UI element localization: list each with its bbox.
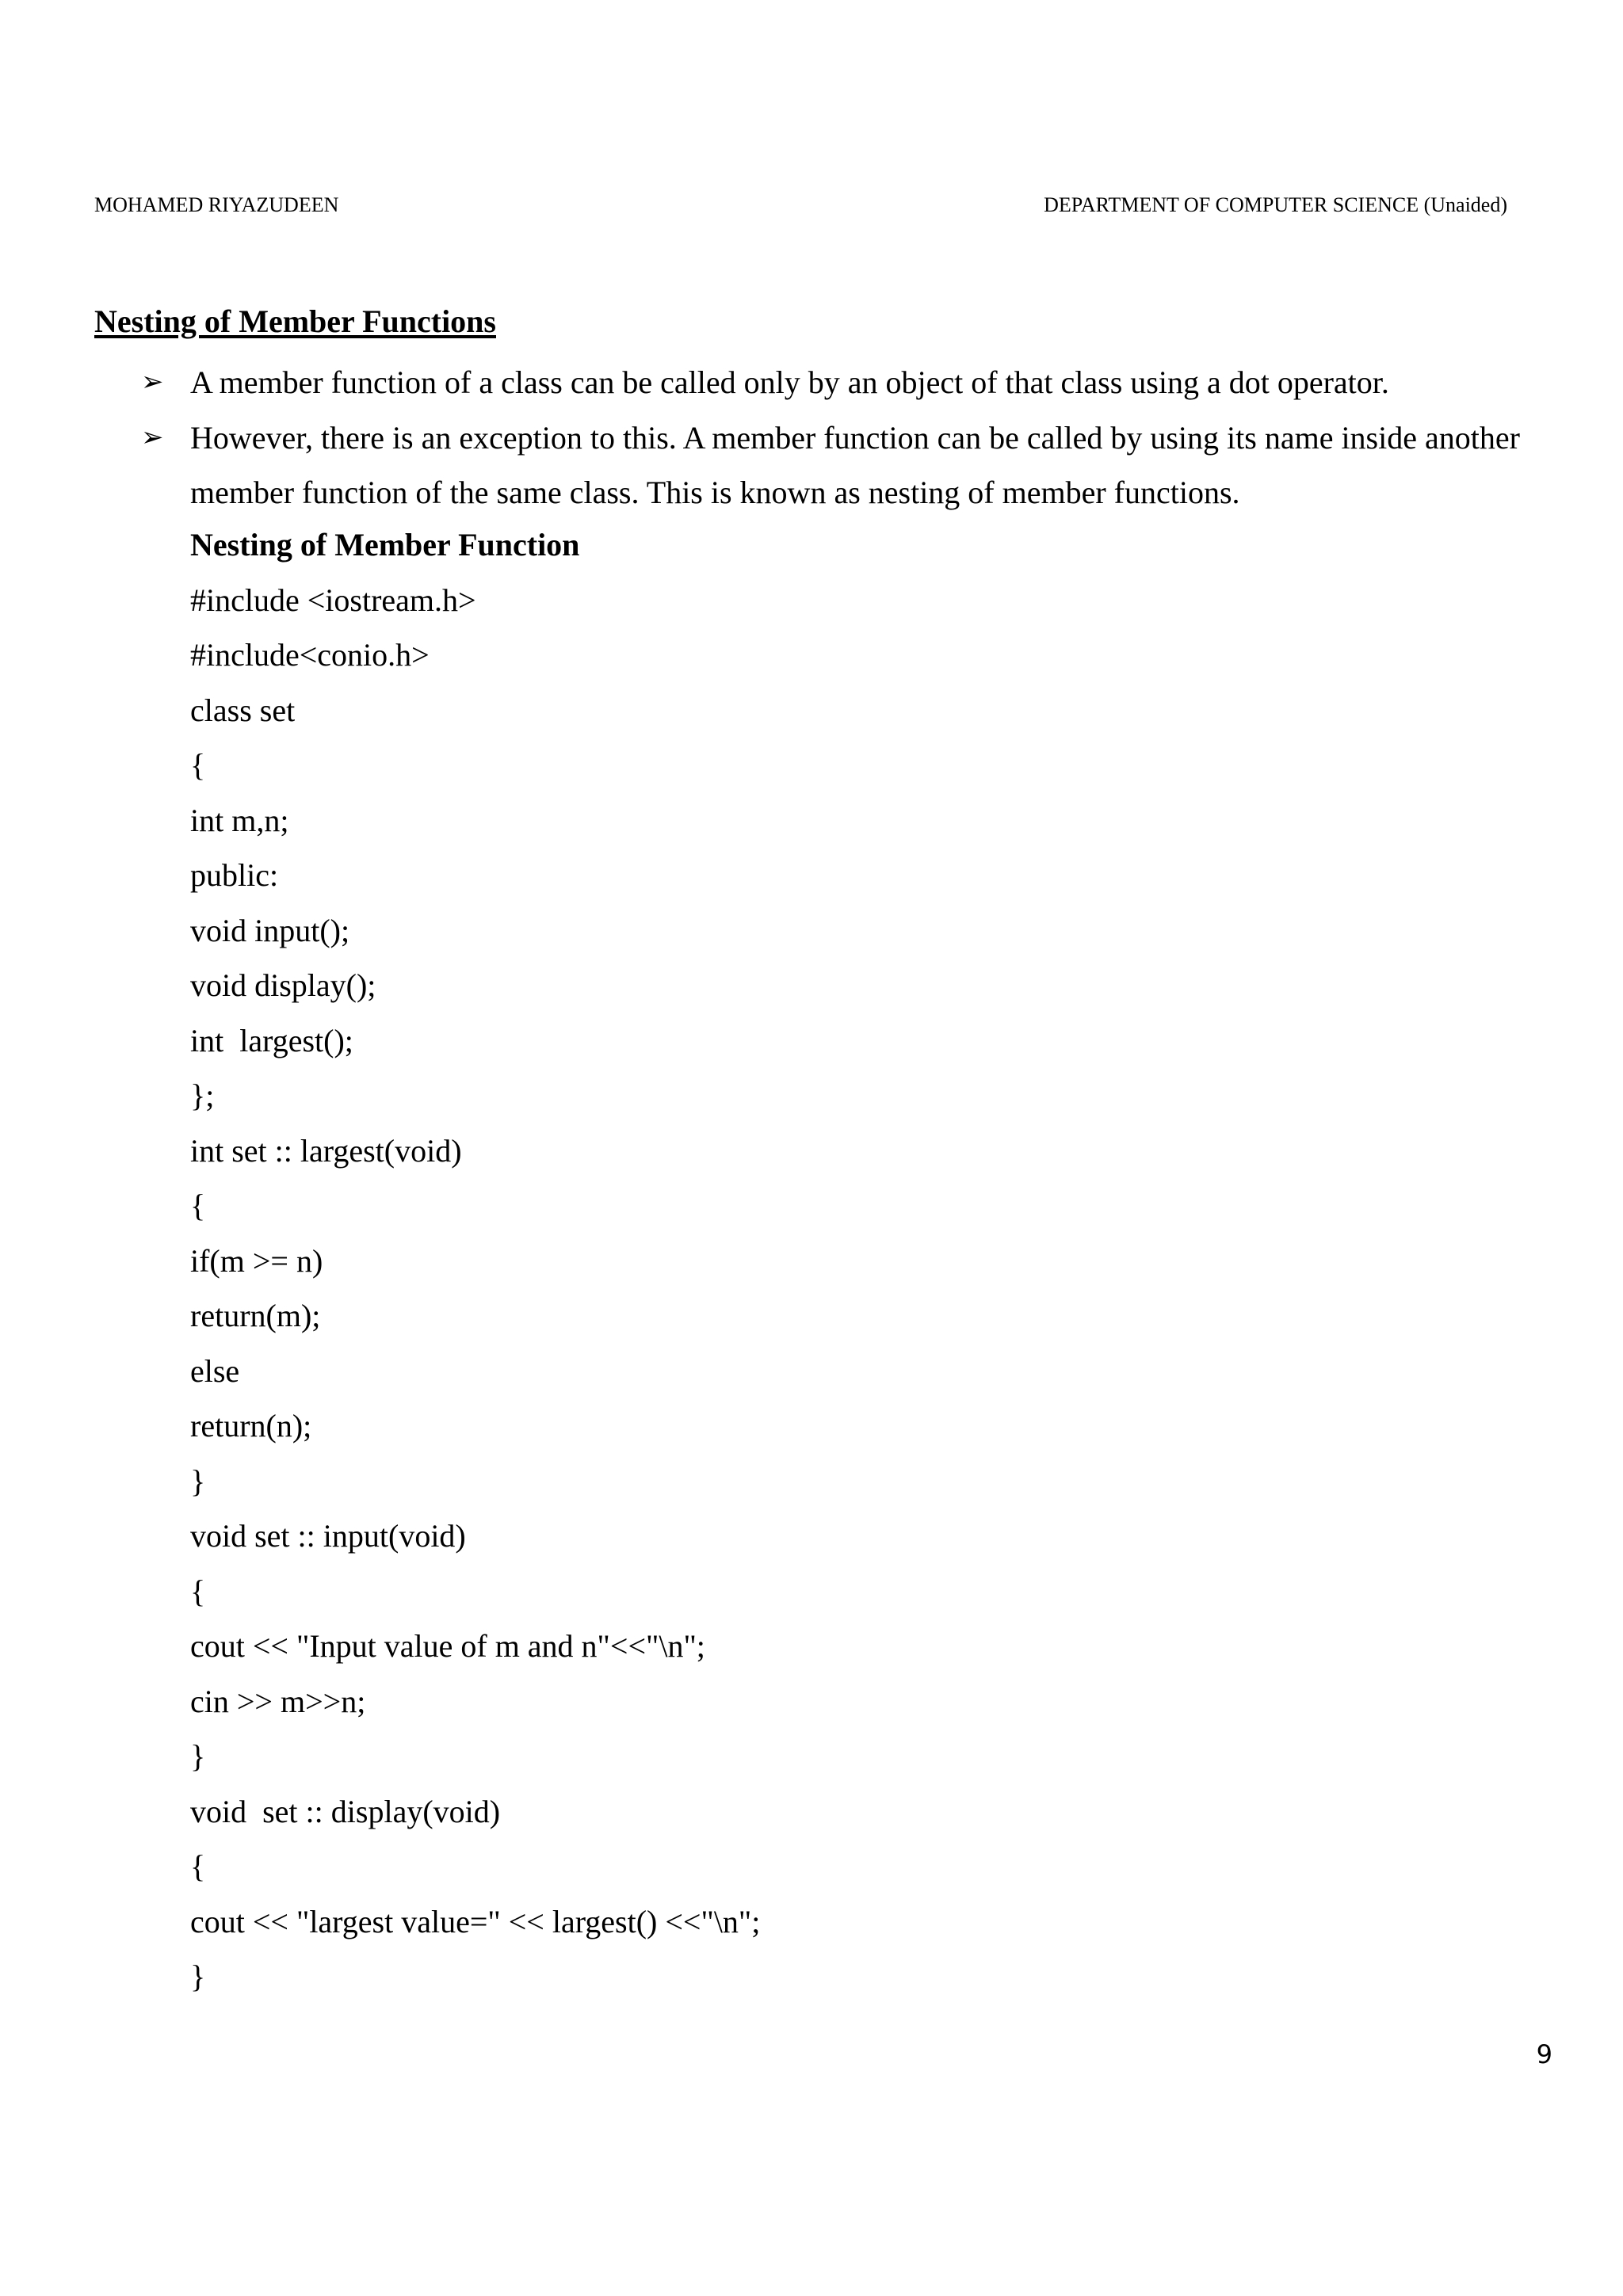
code-line: void display();: [190, 967, 376, 1003]
code-line: class set: [190, 692, 296, 728]
code-line: }: [190, 1958, 206, 1994]
code-line: {: [190, 1188, 206, 1223]
header-department: DEPARTMENT OF COMPUTER SCIENCE (Unaided): [1044, 193, 1507, 216]
bullet-item: [0, 355, 1623, 410]
code-line: }: [190, 1738, 206, 1774]
code-block: [190, 517, 760, 2004]
code-line: return(m);: [190, 1298, 321, 1333]
code-line: int set :: largest(void): [190, 1132, 462, 1169]
code-line: int largest();: [190, 1022, 353, 1058]
code-line: {: [190, 747, 206, 783]
code-line: public:: [190, 857, 279, 893]
code-line: {: [190, 1573, 206, 1609]
code-line: return(n);: [190, 1408, 312, 1444]
section-title: Nesting of Member Functions: [94, 303, 496, 339]
code-line: if(m >= n): [190, 1242, 323, 1279]
code-line: cin >> m>>n;: [190, 1683, 366, 1719]
code-line: void set :: display(void): [190, 1793, 501, 1829]
code-line: cout << "Input value of m and n"<<"\n";: [190, 1628, 705, 1664]
code-line: cout << "largest value=" << largest() <<"\n";: [190, 1903, 761, 1939]
code-line: void set :: input(void): [190, 1518, 466, 1554]
arrowhead-bullet-icon: ➢: [141, 421, 164, 453]
bullet-text: A member function of a class can be called only by an object of that class using a dot operator.: [190, 364, 1389, 400]
code-line: }: [190, 1463, 206, 1499]
code-line: void input();: [190, 912, 350, 948]
code-title: Nesting of Member Function: [190, 527, 580, 563]
bullet-list: [0, 355, 1623, 521]
bullet-item: [0, 410, 1623, 521]
bullet-text: However, there is an exception to this. A member function can be called by using its name inside another member function of the same class. This is known as nesting of member functions.: [190, 419, 1520, 510]
code-line: {: [190, 1848, 206, 1884]
code-line: #include<conio.h>: [190, 637, 430, 673]
code-line: };: [190, 1077, 215, 1113]
code-line: else: [190, 1352, 240, 1389]
page-number: 9: [1536, 2039, 1552, 2069]
code-lines: [190, 573, 760, 2004]
code-line: int m,n;: [190, 802, 289, 838]
arrowhead-bullet-icon: ➢: [141, 366, 164, 398]
code-line: #include <iostream.h>: [190, 582, 476, 618]
header-author: MOHAMED RIYAZUDEEN: [94, 193, 339, 216]
